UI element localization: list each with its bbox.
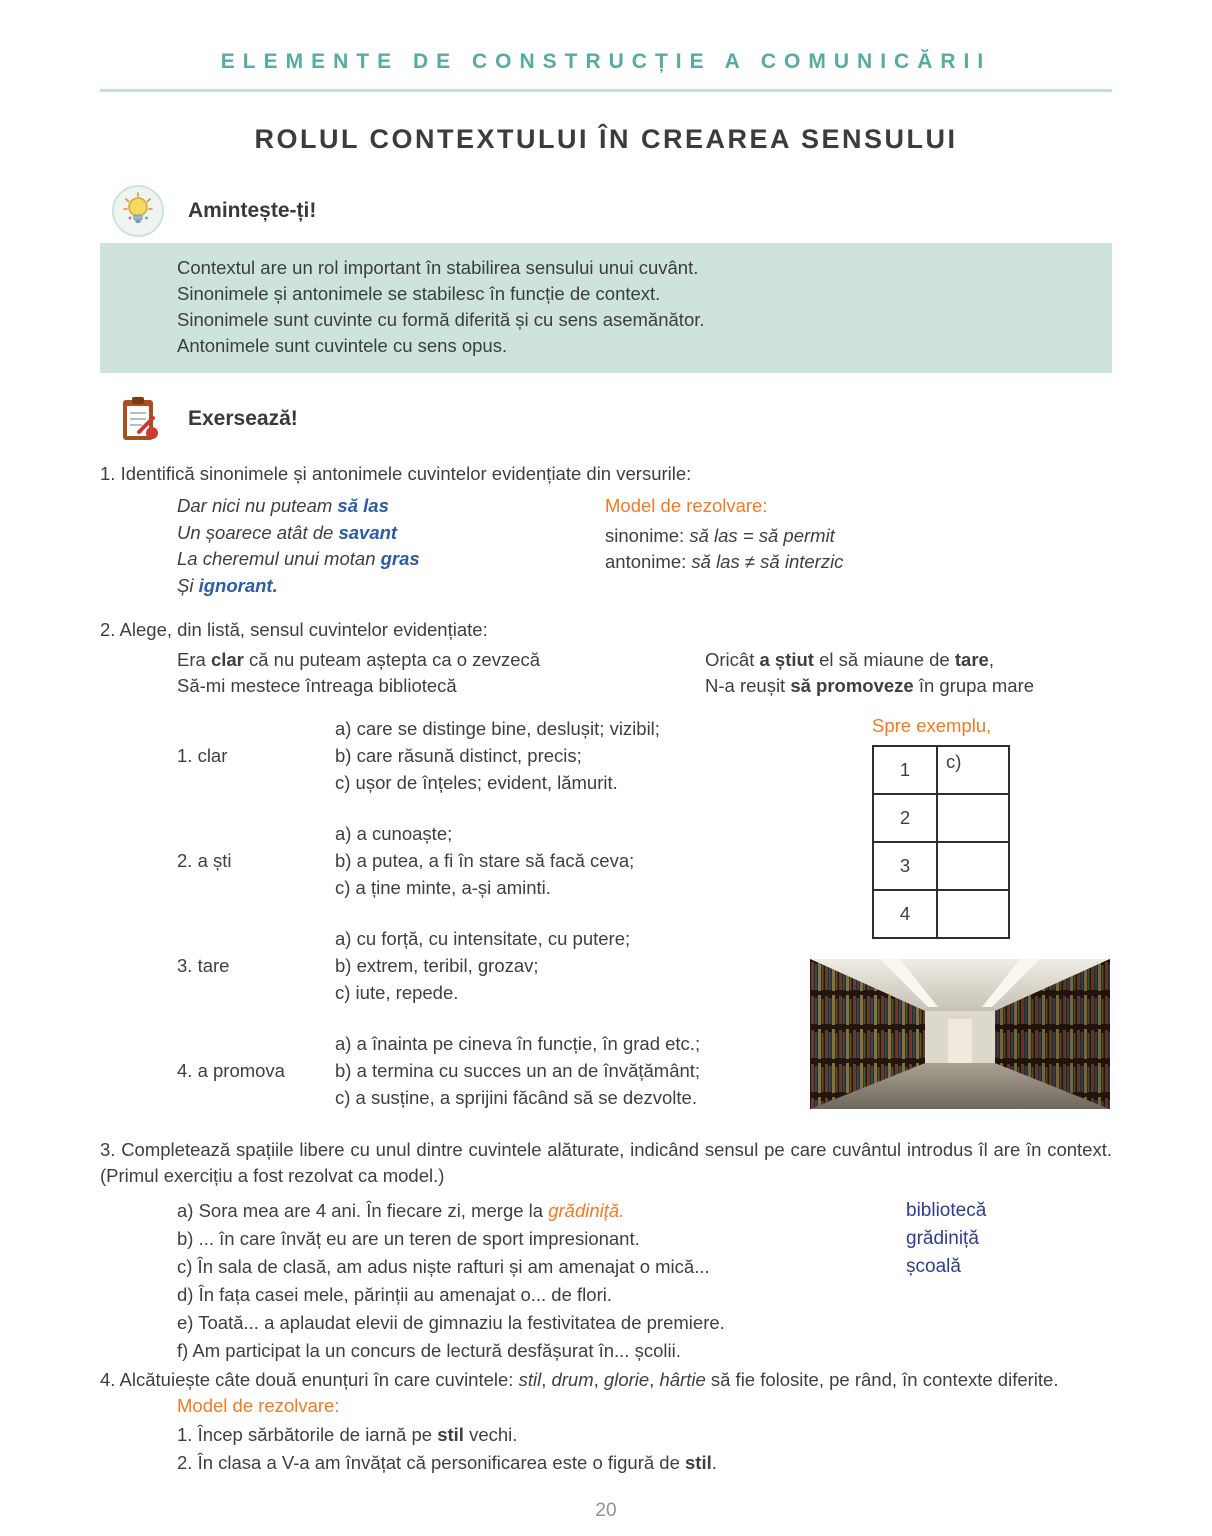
verse-line: Dar nici nu puteam să las xyxy=(177,495,389,516)
answer-table-row xyxy=(873,890,1009,938)
remember-line: Contextul are un rol important în stabilirea sensului unui cuvânt. xyxy=(177,257,699,278)
quote-line: Era clar că nu puteam aștepta ca o zevzecă xyxy=(177,649,541,670)
verse-line: La cheremul unui motan gras xyxy=(177,548,420,569)
example-label: Spre exemplu, xyxy=(872,715,992,736)
lightbulb-icon xyxy=(112,185,164,237)
answer-table-row xyxy=(873,794,1009,842)
definition-options xyxy=(335,715,660,796)
definition-term: 2. a ști xyxy=(177,849,232,871)
definition-option: c) ușor de înțeles; evident, lămurit. xyxy=(335,772,618,793)
definition-term: 3. tare xyxy=(177,954,230,976)
exercise2-intro: 2. Alege, din listă, sensul cuvintelor evidențiate: xyxy=(100,619,488,640)
word-list-item: școală xyxy=(906,1256,961,1277)
definition-option: b) a termina cu succes un an de învățământ; xyxy=(335,1060,701,1081)
model-box-ex1 xyxy=(605,493,843,599)
quote-line: Oricât a știut el să miaune de tare, xyxy=(705,649,994,670)
library-photo xyxy=(810,959,1110,1109)
fill-in-item: f) Am participat la un concurs de lectură desfășurat în... școlii. xyxy=(177,1340,681,1361)
fill-in-item: c) În sala de clasă, am adus niște rafturi și am amenajat o mică... xyxy=(177,1256,710,1277)
definition-option: c) a susține, a sprijini făcând să se dezvolte. xyxy=(335,1087,697,1108)
remember-line: Sinonimele sunt cuvinte cu formă diferită și cu sens asemănător. xyxy=(177,309,705,330)
exercise3-items xyxy=(177,1197,906,1365)
word-list-item: bibliotecă xyxy=(906,1200,987,1221)
definition-term: 1. clar xyxy=(177,744,228,766)
answer-value-cell xyxy=(937,794,1009,842)
quote-line: Să-mi mestece întreaga bibliotecă xyxy=(177,675,457,696)
practice-section-head xyxy=(112,393,1112,445)
definition-group xyxy=(100,820,810,901)
page-title: ROLUL CONTEXTULUI ÎN CREAREA SENSULUI xyxy=(254,124,958,154)
practice-heading: Exersează! xyxy=(188,407,298,430)
answer-value-cell xyxy=(937,890,1009,938)
clipboard-icon xyxy=(112,393,164,445)
quote-right xyxy=(705,647,1112,699)
definition-group xyxy=(100,925,810,1006)
remember-line: Antonimele sunt cuvintele cu sens opus. xyxy=(177,335,508,356)
model-heading: Model de rezolvare: xyxy=(177,1395,340,1416)
verse-block xyxy=(177,493,605,599)
answer-value-cell xyxy=(937,842,1009,890)
exercise1-intro: 1. Identifică sinonimele și antonimele cuvintelor evidențiate din versurile: xyxy=(100,463,692,484)
exercise2-side-column xyxy=(810,715,1112,1135)
exercise2-body xyxy=(100,715,1112,1135)
exercise4-intro: 4. Alcătuiește câte două enunțuri în care cuvintele: stil, drum, glorie, hârtie să fie folosite, pe rând, în contexte diferite. xyxy=(100,1369,1059,1390)
answer-table-row xyxy=(873,842,1009,890)
fill-in-item: d) În fața casei mele, părinții au amenajat o... de flori. xyxy=(177,1284,612,1305)
remember-heading: Amintește-ți! xyxy=(188,199,317,222)
verse-line: Și ignorant. xyxy=(177,574,278,596)
definition-option: c) iute, repede. xyxy=(335,982,459,1003)
model-box-ex4 xyxy=(177,1395,1112,1477)
definition-option: a) care se distinge bine, deslușit; vizibil; xyxy=(335,718,660,739)
definition-option: c) a ține minte, a-și aminti. xyxy=(335,877,551,898)
definition-term: 4. a promova xyxy=(177,1059,285,1081)
answer-number-cell: 3 xyxy=(873,842,937,890)
quote-line: N-a reușit să promoveze în grupa mare xyxy=(705,675,1035,696)
definition-options xyxy=(335,820,634,901)
definitions xyxy=(100,715,810,1135)
definition-options xyxy=(335,1030,700,1111)
exercise1-body xyxy=(100,493,1112,599)
remember-line: Sinonimele și antonimele se stabilesc în funcție de context. xyxy=(177,283,661,304)
definition-option: a) a înainta pe cineva în funcție, în grad etc.; xyxy=(335,1033,701,1054)
model-line: 1. Încep sărbătorile de iarnă pe stil vechi. xyxy=(177,1424,518,1445)
fill-in-item: b) ... în care învăț eu are un teren de sport impresionant. xyxy=(177,1228,640,1249)
definition-option: a) a cunoaște; xyxy=(335,823,453,844)
definition-option: b) care răsună distinct, precis; xyxy=(335,745,582,766)
remember-section-head xyxy=(112,185,1112,237)
answer-table xyxy=(872,745,1010,939)
page-number: 20 xyxy=(595,1500,617,1521)
fill-in-item: e) Toată... a aplaudat elevii de gimnaziu la festivitatea de premiere. xyxy=(177,1312,725,1333)
model-line: 2. În clasa a V-a am învățat că personificarea este o figură de stil. xyxy=(177,1452,717,1473)
word-list xyxy=(906,1197,1112,1365)
remember-box xyxy=(100,243,1112,373)
answer-table-row xyxy=(873,746,1009,794)
answer-number-cell: 2 xyxy=(873,794,937,842)
chapter-header: ELEMENTE DE CONSTRUCȚIE A COMUNICĂRII xyxy=(100,50,1112,92)
answer-number-cell: 4 xyxy=(873,890,937,938)
definition-option: b) a putea, a fi în stare să facă ceva; xyxy=(335,850,635,871)
exercise3-intro: 3. Completează spațiile libere cu unul dintre cuvintele alăturate, indicând sensul pe care cuvântul introdus îl are în context. (Primul exercițiu a fost rezolvat ca model.) xyxy=(100,1139,1112,1186)
model-line: antonime: să las ≠ să interzic xyxy=(605,551,844,572)
fill-in-item: a) Sora mea are 4 ani. În fiecare zi, merge la grădiniță. xyxy=(177,1200,625,1221)
quote-left xyxy=(177,647,705,699)
exercise3-body xyxy=(100,1197,1112,1365)
model-heading: Model de rezolvare: xyxy=(605,495,768,516)
definition-group xyxy=(100,1030,810,1111)
model-line: sinonime: să las = să permit xyxy=(605,525,835,546)
definition-option: a) cu forță, cu intensitate, cu putere; xyxy=(335,928,631,949)
definition-options xyxy=(335,925,630,1006)
word-list-item: grădiniță xyxy=(906,1228,979,1249)
verse-line: Un șoarece atât de savant xyxy=(177,521,398,543)
exercise2-quotes xyxy=(100,647,1112,699)
answer-value-cell: c) xyxy=(937,746,1009,794)
definition-group xyxy=(100,715,810,796)
definition-option: b) extrem, teribil, grozav; xyxy=(335,955,539,976)
answer-number-cell: 1 xyxy=(873,746,937,794)
